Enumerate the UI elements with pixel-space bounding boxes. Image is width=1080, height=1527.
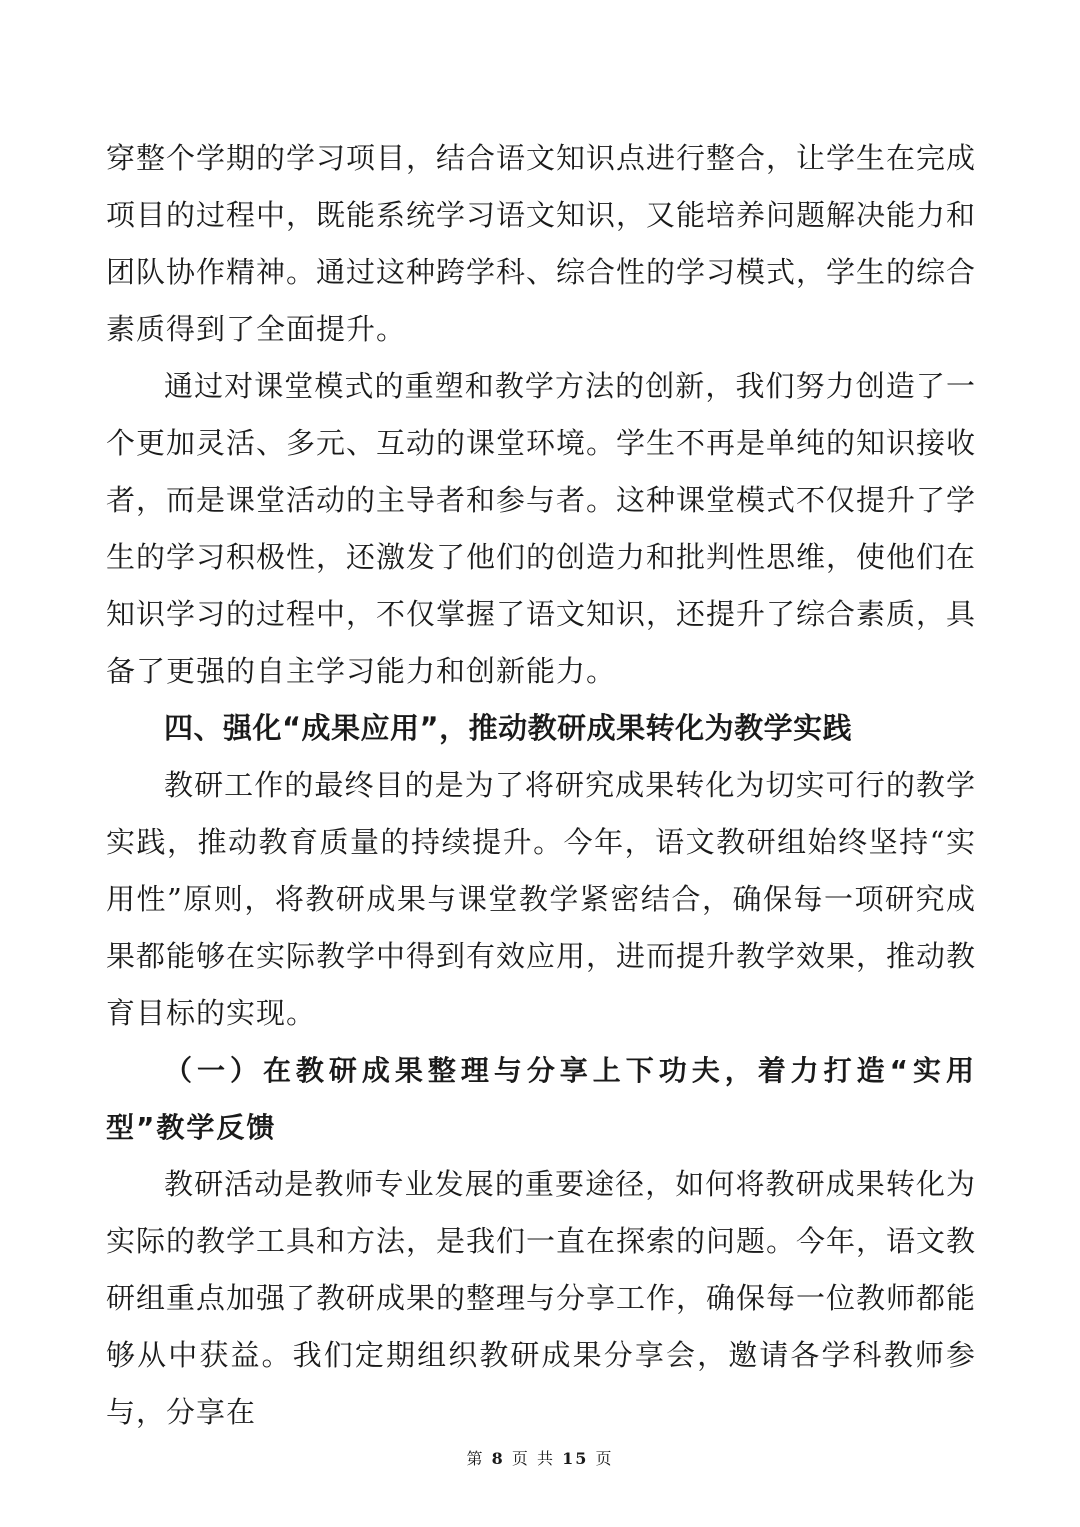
footer-page-number: 8 bbox=[491, 1449, 505, 1468]
footer-prefix: 第 bbox=[466, 1449, 485, 1468]
document-body bbox=[106, 130, 976, 1441]
paragraph-2: 通过对课堂模式的重塑和教学方法的创新，我们努力创造了一个更加灵活、多元、互动的课堂环境。学生不再是单纯的知识接收者，而是课堂活动的主导者和参与者。这种课堂模式不仅提升了学生的学习积极性，还激发了他们的创造力和批判性思维，使他们在知识学习的过程中，不仅掌握了语文知识，还提升了综合素质，具备了更强的自主学习能力和创新能力。 bbox=[106, 369, 977, 688]
footer-total-pages: 15 bbox=[562, 1449, 589, 1468]
footer-suffix: 页 bbox=[595, 1449, 614, 1468]
section-heading-4: 四、强化“成果应用”，推动教研成果转化为教学实践 bbox=[164, 711, 853, 745]
paragraph-3: 教研工作的最终目的是为了将研究成果转化为切实可行的教学实践，推动教育质量的持续提升。今年，语文教研组始终坚持“实用性”原则，将教研成果与课堂教学紧密结合，确保每一项研究成果都能够在实际教学中得到有效应用，进而提升教学效果，推动教育目标的实现。 bbox=[106, 768, 977, 1030]
page-footer bbox=[0, 1446, 1080, 1469]
footer-middle: 页 共 bbox=[511, 1449, 555, 1468]
paragraph-1: 穿整个学期的学习项目，结合语文知识点进行整合，让学生在完成项目的过程中，既能系统学习语文知识，又能培养问题解决能力和团队协作精神。通过这种跨学科、综合性的学习模式，学生的综合素质得到了全面提升。 bbox=[106, 141, 977, 346]
paragraph-4: 教研活动是教师专业发展的重要途径，如何将教研成果转化为实际的教学工具和方法，是我们一直在探索的问题。今年，语文教研组重点加强了教研成果的整理与分享工作，确保每一位教师都能够从中获益。我们定期组织教研成果分享会，邀请各学科教师参与，分享在 bbox=[106, 1167, 977, 1429]
subsection-heading-1: （一）在教研成果整理与分享上下功夫，着力打造“实用型”教学反馈 bbox=[106, 1054, 976, 1144]
